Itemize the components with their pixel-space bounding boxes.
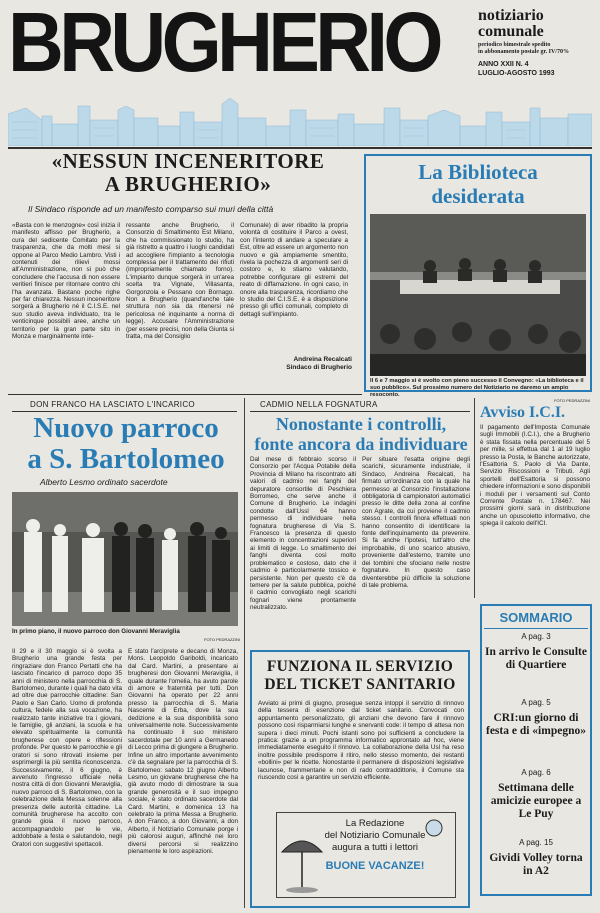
parroco-headline-1: Nuovo parroco [33, 412, 219, 444]
ticket-headline-2: DEL TICKET SANITARIO [264, 676, 456, 693]
masthead-subtitle-2: comunale [478, 23, 544, 40]
cadmio-headline-2: fonte ancora da individuare [254, 434, 468, 454]
postal-note-2: in abbonamento postale gr. IV/70% [478, 49, 569, 55]
biblioteca-photo-credit: FOTO PEDRAZZINI [554, 398, 590, 403]
sommario-page-3: A pag. 6 [521, 768, 551, 777]
masthead-title: BRUGHERIO [8, 0, 439, 89]
lead-column-3: Comunale) di aver ribadito la propria volontà di costituire il Parco a ovest, con l'intento di andare a speculare a Est, oltre ad essere un argomento non nuovo e già ampiamente smentito, rivela la pochezza di argomenti seri di costoro e, lo stiamo valutando, potrebbe configurare gli estremi del reato di diffamazione. In ogni caso, in onore alla trasparenza, ricordiamo che lo studio del C.I.S.E. è a disposizione presso gli uffici comunali, completo di dettagli sull'impianto. [240, 222, 348, 318]
vacanze-line-3: augura a tutti i lettori [331, 842, 419, 853]
parroco-column-2: È stato l'arciprete e decano di Monza, Mons. Leopoldo Gariboldi, incaricato dal Card. Martini, a presentare ai brugheresi don Giovanni Meraviglia, il quale durante l'omelia, ha avuto parole di amore e fraternità per tutti. Don Giovanni ha operato per 22 anni presso la parrocchia di S. Maria Nascente di Erba, dove la sua dedizione e la sua disponibilità sono universalmente note. Successivamente ha continuato il suo ministero sacerdotale per 10 anni a Germanedo di Lecco prima di giungere a Brugherio. Infine un altro importante avvenimento c'è da segnalare per la parrocchia di S. Bartolomeo: sabato 12 giugno Alberto Lesmo, un giovane brugherese che ha già avuto modo di dimostrare la sua grande generosità e il suo impegno sociale, è stato ordinato sacerdote dal Card. Martini, e domenica 13 ha celebrato la prima Messa a Brugherio. A don Franco, a don Giovanni, a don Alberto, il Notiziario Comunale porge i più calorosi auguri, affinché nei loro diversi percorsi si realizzino pienamente le loro aspirazioni. [128, 648, 238, 855]
sommario-item-3[interactable]: Settimana delle amicizie europee a Le Puy [490, 782, 582, 820]
lead-headline-1: «NESSUN INCENERITORE [51, 149, 325, 173]
sommario-page-4: A pag. 15 [519, 838, 553, 847]
sommario-item-2[interactable]: CRI:un giorno di festa e di «impegno» [486, 712, 586, 737]
parroco-column-1: Il 29 e il 30 maggio si è svolta a Brugherio una grande festa per ringraziare don Franco Pertatti che ha lasciato l'incarico di parroco dopo 35 anni di ministero nella parrocchia di S. Bartolomeo, durante i quali ha dato vita ad oltre due parrocchie cittadine: San Paolo e San Carlo. Uomo di profonda cultura, fedele alla sua vocazione, ha realizzato tante iniziative tra i giovani, le famiglie, gli anziani, la scuola e ha elevato spiritualmente la comunità brugherese con opere e riflessioni profonde. Per questo le parrocchie e gli oratori si sono ritrovati insieme per esprimergli la più sentita riconoscenza. Successivamente, il 6 giugno, è avvenuto l'ingresso ufficiale nella nostra città di don Giovanni Meraviglia, nuovo parroco di S. Bartolomeo, con la celebrazione della Messa solenne alla presenza delle autorità cittadine. La comunità brugherese ha accolto con grande gioia il nuovo parroco, accompagnandolo per le vie, addobbate a festa e salutandolo, negli Oratori con suggestivi spettacoli. [12, 648, 122, 848]
ici-body: Il pagamento dell'Imposta Comunale sugli Immobili (I.C.I.), che a Brugherio è stata fissata nella percentuale del 5 per mille, si effettua dal 1 al 19 luglio presso la Posta, le Banche autorizzate, l'Esattoria S. Paolo di Via Dante, Servizio Riscossioni e Tributi. Agli sportelli dell'Esattoria si possono chiedere informazioni e sono disponibili i moduli per i versamenti sul Conto Corrente Postale n. 178467. Nei prossimi giorni sarà in distribuzione anche un opuscoletto informativo, che spiega il calcolo dell'ICI. [480, 424, 590, 528]
parroco-subhead: Alberto Lesmo ordinato sacerdote [40, 477, 168, 487]
cadmio-kicker: CADMIO NELLA FOGNATURA [260, 400, 378, 409]
sommario-page-2: A pag. 5 [521, 698, 551, 707]
vacanze-line-1: La Redazione [345, 818, 405, 829]
signature-role: Sindaco di Brugherio [286, 364, 352, 371]
ici-title: Avviso I.C.I. [480, 404, 566, 421]
conference-photo [370, 214, 586, 376]
cadmio-headline-1: Nonostante i controlli, [275, 414, 447, 434]
cadmio-column-2: Per situare l'esatta origine degli scarichi, sicuramente industriale, il Sindaco, Andreina Recalcati, ha firmato un'ordinanza con la quale ha permesso al Consorzio l'installazione obbligatoria di campionatori automatici presso le ditte della zona al confine con Agrate, da cui proviene il cadmio stesso. I controlli finora effettuati non hanno consentito di identificare la fonte dell'inquinamento da prevenire. Si fa anche l'ipotesi, tutt'altro che improbabile, di uno scarico abusivo, proveniente dall'esterno, tramite uno dei tombini che sfociano nelle nostre fognature. In questo caso diventerebbe più difficile la soluzione di tale problema. [362, 456, 470, 589]
sommario-page-1: A pag. 3 [521, 632, 551, 641]
ticket-headline-1: FUNZIONA IL SERVIZIO [266, 658, 454, 675]
lead-headline-2: A BRUGHERIO» [104, 172, 272, 196]
cadmio-column-1: Dal mese di febbraio scorso il Consorzio per l'Acqua Potabile della Provincia di Milano ha riscontrato alti valori di cadmio nei fanghi del depuratore consortile di Peschiera Borromeo, che serve anche il Comune di Brugherio. Le indagini condotte dall'Ussl 64 hanno permesso di individuare nella fognatura brugherese di Via S. Francesco la presenza di questo elemento in concentrazioni superiori ai limiti di legge. Lo smaltimento dei fanghi diventa così molto problematico e costoso, dato che il cadmio è particolarmente tossico e persistente. Non per questo c'è da temere per la salute pubblica, poiché il cadmio convogliato negli scarichi fognari viene prontamente neutralizzato. [250, 456, 356, 612]
procession-caption: In primo piano, il nuovo parroco don Giovanni Meraviglia [12, 628, 180, 635]
parroco-headline-2: a S. Bartolomeo [27, 443, 225, 475]
postal-note-1: periodico bimestrale spedito [478, 42, 551, 48]
issue-date: LUGLIO-AGOSTO 1993 [478, 70, 555, 77]
biblioteca-title-2: desiderata [431, 184, 525, 208]
masthead-subtitle-1: notiziario [478, 7, 544, 24]
sommario-item-1[interactable]: In arrivo le Consulte di Quartiere [485, 646, 587, 671]
vacanze-line-2: del Notiziario Comunale [324, 830, 426, 841]
lead-column-1: «Basta con le menzogne» così inizia il manifesto affisso per Brugherio, a cura del sedicente Comitato per la trasparenza, che da molti mesi si oppone al Parco Medio Lambro. Visti i contenuti dei rilievi mossi all'Amministrazione, non si può che concludere che l'accusa di non essere veritieri finisce per ritornare contro chi l'ha avanzata. Bastano poche righe per far chiarezza. Nessun inceneritore sorgerà a Brugherio né il C.I.S.E. nel suo studio aveva individuato, tra le venticinque possibili aree, anche un territorio per la gran parte sito in Monza e marginalmente inte- [12, 222, 120, 341]
city-skyline-illustration [8, 96, 592, 146]
ticket-body: Avviato ai primi di giugno, prosegue senza intoppi il servizio di rinnovo della tessera di esenzione dal ticket sanitario. Convocati con appuntamento personalizzato, gli anziani che devono fare il rinnovo possono così risparmiarsi lunghe e snervanti code: il tempo di attesa non supera i dieci minuti. Pochi istanti sono poi sufficienti a concludere la pratica: grazie a un programma informatico approntato ad hoc, viene immediatamente eseguito il rinnovo. La collaborazione della Usl ha reso inoltre possibile predisporre il ritiro, nello stesso momento, dei restanti «bollini» per le ricette. Nonostante il permanere di disposizioni legislative lacunose, frammentarie e non di rado contraddittorie, il Comune sta riuscendo così a garantire un servizio efficiente. [258, 700, 464, 782]
biblioteca-caption: Il 6 e 7 maggio si è svolto con pieno successo il Convegno: «La biblioteca e il suo pubblico». Sul prossimo numero del Notiziario ne daremo un ampio resoconto. [370, 378, 584, 398]
sommario-item-4[interactable]: Gividi Volley torna in A2 [489, 852, 583, 877]
parroco-kicker: DON FRANCO HA LASCIATO L'INCARICO [30, 400, 195, 409]
lead-column-2: ressante anche Brugherio, il Consorzio di Smaltimento Est Milano, che ha commissionato lo studio, ha già ristretto a quattro i luoghi candidati ad accogliere l'impianto a tecnologia complessa per il trattamento dei rifiuti (impropriamente chiamato forno). L'impianto dunque sorgerà in un'area scelta tra Vignate, Villasanta, Gorgonzola e Pessano con Bornago. Non a Brugherio (quand'anche tale struttura non sia da ritenersi né pericolosa né inquinante a norma di legge). Accusare l'Amministrazione (per essere precisi, non della Giunta si tratta, ma del Consiglio [126, 222, 234, 341]
issue-number: ANNO XXII N. 4 [478, 61, 529, 68]
vacanze-line-4: BUONE VACANZE! [325, 860, 425, 872]
signature-name: Andreina Recalcati [293, 356, 352, 363]
procession-photo-credit: FOTO PEDRAZZINI [204, 637, 240, 642]
lead-subhead: Il Sindaco risponde ad un manifesto comparso sui muri della città [28, 204, 274, 214]
procession-photo [12, 492, 238, 626]
sommario-title: SOMMARIO [499, 610, 573, 625]
biblioteca-title-1: La Biblioteca [418, 160, 538, 184]
